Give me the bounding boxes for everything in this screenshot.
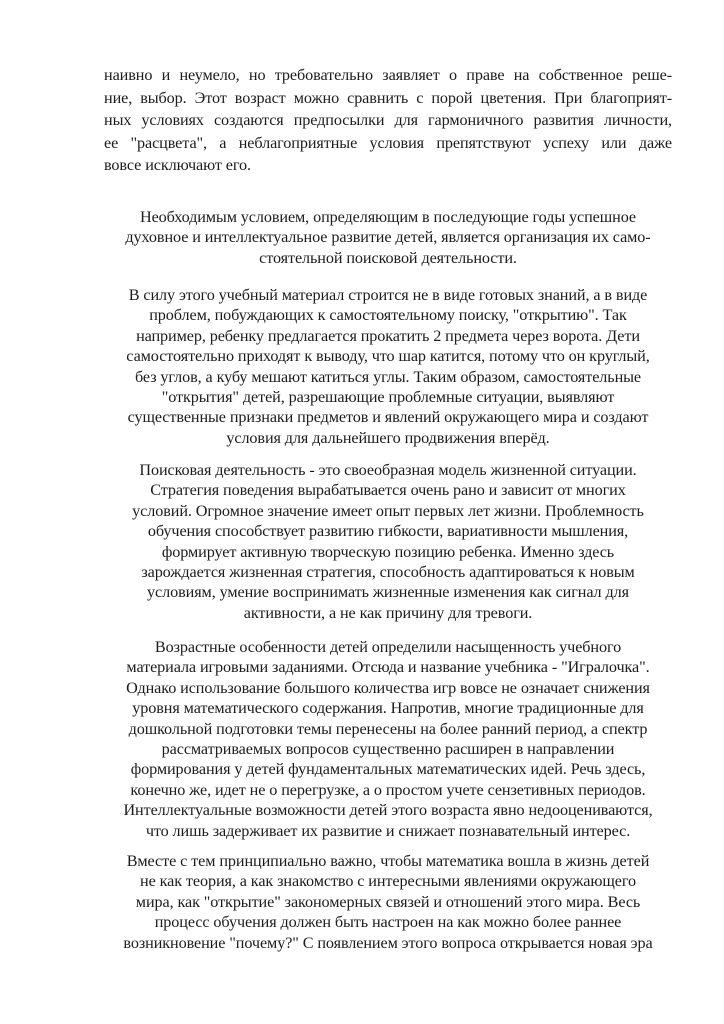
- text-line: вовсе исключают его.: [104, 156, 251, 174]
- text-line: конечно же, идет не о перегрузке, а о простом учете сензетивных периодов.: [130, 780, 646, 799]
- paragraph-age-features: [98, 637, 678, 841]
- text-line: дошкольной подготовки темы перенесены на более ранний период, а спектр: [128, 719, 648, 738]
- text-line: Однако использование большого количества игр вовсе не означает снижения: [126, 678, 650, 697]
- text-line: проблем, побуждающих к самостоятельному поиску, "открытию". Так: [149, 306, 627, 325]
- text-line: Возрастные особенности детей определили насыщенность учебного: [154, 638, 622, 656]
- paragraph-math-in-life: [98, 851, 678, 953]
- text-line: формирования у детей фундаментальных математических идей. Речь здесь,: [130, 760, 646, 779]
- text-line: возникновение "почему?" С появлением этого вопроса открывается новая эра: [123, 933, 653, 952]
- paragraph-search-activity: [98, 460, 678, 623]
- text-line: духовное и интеллектуальное развитие детей, является организация их само-: [125, 228, 651, 247]
- text-line: процесс обучения должен быть настроен на как можно более раннее: [154, 913, 622, 932]
- text-line: Необходимым условием, определяющим в последующие годы успешное: [140, 208, 636, 226]
- text-line: материала игровыми заданиями. Отсюда и название учебника - "Игралочка".: [126, 658, 650, 677]
- text-line: существенные признаки предметов и явлений окружающего мира и создают: [127, 408, 649, 427]
- text-line: Интеллектуальные возможности детей этого возраста явно недооцениваются,: [123, 801, 653, 820]
- text-line: не как теория, а как знакомство с интересными явлениями окружающего: [140, 872, 636, 891]
- text-line: условиям, умение воспринимать жизненные изменения как сигнал для: [147, 583, 629, 602]
- text-line: Вместе с тем принципиально важно, чтобы математика вошла в жизнь детей: [126, 852, 650, 870]
- text-line: формирует активную творческую позицию ребенка. Именно здесь: [161, 542, 615, 561]
- paragraph-intro-continuation: [104, 64, 672, 177]
- text-line: без углов, а кубу мешают катиться углы. Таким образом, самостоятельные: [134, 367, 641, 386]
- text-line: "открытия" детей, разрешающие проблемные ситуации, выявляют: [161, 387, 615, 406]
- text-line: Поисковая деятельность - это своеобразная модель жизненной ситуации.: [139, 461, 637, 479]
- text-line: например, ребенку предлагается прокатить 2 предмета через ворота. Дети: [136, 326, 640, 345]
- text-line: зарождается жизненная стратегия, способность адаптироваться к новым: [141, 562, 635, 581]
- text-line: активности, а не как причину для тревоги.: [243, 603, 533, 622]
- text-line: ние, выбор. Этот возраст можно сравнить с порой цветения. При благоприят-: [104, 88, 672, 107]
- text-line: условия для дальнейшего продвижения вперёд.: [226, 428, 550, 447]
- text-line: мира, как "открытие" закономерных связей и отношений этого мира. Весь: [135, 892, 641, 911]
- text-line: что лишь задерживает их развитие и снижает познавательный интерес.: [145, 821, 631, 840]
- text-line: Стратегия поведения вырабатывается очень рано и зависит от многих: [150, 481, 626, 500]
- text-line: самостоятельно приходят к выводу, что шар катится, потому что он круглый,: [126, 347, 650, 366]
- text-line: наивно и неумело, но требовательно заявляет о праве на собственное реше-: [104, 66, 672, 84]
- text-line: условий. Огромное значение имеет опыт первых лет жизни. Проблемность: [132, 501, 644, 520]
- text-line: В силу этого учебный материал строится не в виде готовых знаний, а в виде: [128, 286, 648, 304]
- text-line: стоятельной поисковой деятельности.: [259, 248, 517, 267]
- paragraph-necessary-condition: [98, 207, 678, 268]
- paragraph-problem-based-material: [98, 285, 678, 448]
- text-line: обучения способствует развитию гибкости, вариативности мышления,: [147, 522, 629, 541]
- text-line: уровня математического содержания. Напротив, многие традиционные для: [132, 699, 644, 718]
- text-line: ее "расцвета", а неблагоприятные условия препятствуют успеху или даже: [104, 133, 672, 152]
- text-line: рассматриваемых вопросов существенно расширен в направлении: [161, 739, 615, 758]
- text-line: ных условиях создаются предпосылки для гармоничного развития личности,: [104, 111, 672, 129]
